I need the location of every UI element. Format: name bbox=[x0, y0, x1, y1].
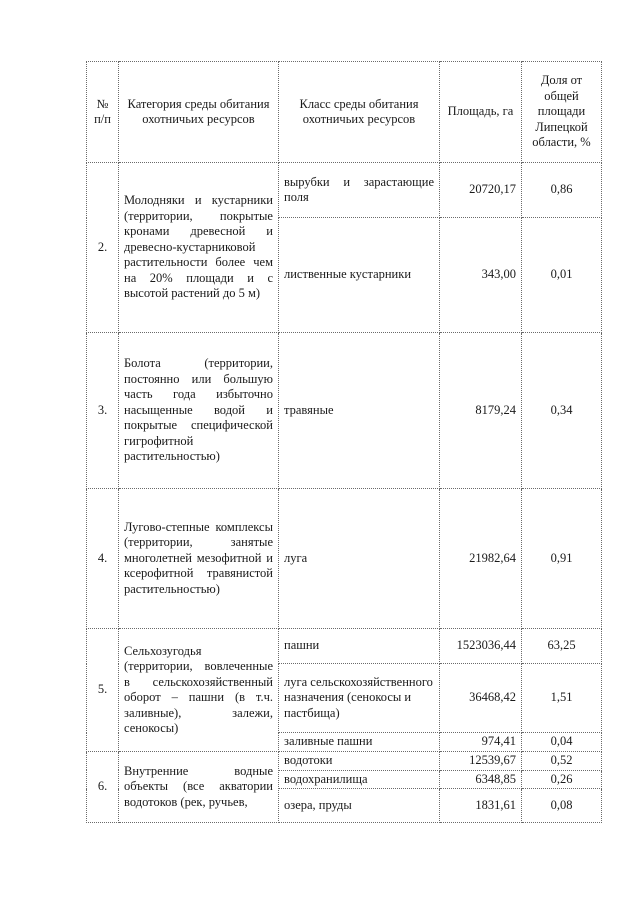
row-number: 3. bbox=[87, 333, 119, 489]
header-class: Класс среды обитания охотничьих ресурсов bbox=[279, 62, 440, 163]
class-cell: травяные bbox=[279, 333, 440, 489]
share-cell: 1,51 bbox=[522, 664, 602, 733]
category-cell: Сельхозугодья (территории, вовлеченные в сельскохозяйственный оборот – пашни (в т.ч. заливные), залежи, сенокосы) bbox=[119, 629, 279, 752]
area-cell: 21982,64 bbox=[440, 489, 522, 629]
header-row bbox=[87, 62, 602, 163]
class-cell: озера, пруды bbox=[279, 789, 440, 823]
share-cell: 63,25 bbox=[522, 629, 602, 664]
class-cell: луга bbox=[279, 489, 440, 629]
header-category: Категория среды обитания охотничьих ресурсов bbox=[119, 62, 279, 163]
category-cell: Молодняки и кустарники (территории, покрытые кронами древесной и древесно-кустарниковой растительности более чем на 20% площади и с высотой растений до 5 м) bbox=[119, 163, 279, 333]
share-cell: 0,86 bbox=[522, 163, 602, 218]
category-cell: Болота (территории, постоянно или большую часть года избыточно насыщенные водой и покрытые специфической гигрофитной растительностью) bbox=[119, 333, 279, 489]
class-cell: водотоки bbox=[279, 752, 440, 771]
row-number: 5. bbox=[87, 629, 119, 752]
area-cell: 12539,67 bbox=[440, 752, 522, 771]
share-cell: 0,26 bbox=[522, 770, 602, 789]
share-cell: 0,52 bbox=[522, 752, 602, 771]
header-share: Доля от общей площади Липецкой области, % bbox=[522, 62, 602, 163]
area-cell: 1831,61 bbox=[440, 789, 522, 823]
share-cell: 0,08 bbox=[522, 789, 602, 823]
category-cell: Лугово-степные комплексы (территории, занятые многолетней мезофитной и ксерофитной травянистой растительностью) bbox=[119, 489, 279, 629]
area-cell: 1523036,44 bbox=[440, 629, 522, 664]
area-cell: 36468,42 bbox=[440, 664, 522, 733]
table-row bbox=[87, 629, 602, 664]
class-cell: лиственные кустарники bbox=[279, 218, 440, 333]
area-cell: 974,41 bbox=[440, 733, 522, 752]
share-cell: 0,01 bbox=[522, 218, 602, 333]
area-cell: 343,00 bbox=[440, 218, 522, 333]
header-num: № п/п bbox=[87, 62, 119, 163]
class-cell: луга сельскохозяйственного назначения (сенокосы и пастбища) bbox=[279, 664, 440, 733]
share-cell: 0,34 bbox=[522, 333, 602, 489]
row-number: 4. bbox=[87, 489, 119, 629]
area-cell: 20720,17 bbox=[440, 163, 522, 218]
habitat-table bbox=[86, 61, 602, 823]
share-cell: 0,91 bbox=[522, 489, 602, 629]
area-cell: 8179,24 bbox=[440, 333, 522, 489]
class-cell: водохранилища bbox=[279, 770, 440, 789]
row-number: 2. bbox=[87, 163, 119, 333]
table-row bbox=[87, 163, 602, 218]
category-cell: Внутренние водные объекты (все акватории водотоков (рек, ручьев, bbox=[119, 752, 279, 823]
table-row bbox=[87, 489, 602, 629]
table-row bbox=[87, 752, 602, 771]
row-number: 6. bbox=[87, 752, 119, 823]
class-cell: заливные пашни bbox=[279, 733, 440, 752]
area-cell: 6348,85 bbox=[440, 770, 522, 789]
class-cell: пашни bbox=[279, 629, 440, 664]
header-area: Площадь, га bbox=[440, 62, 522, 163]
class-cell: вырубки и зарастающие поля bbox=[279, 163, 440, 218]
table-row bbox=[87, 333, 602, 489]
share-cell: 0,04 bbox=[522, 733, 602, 752]
